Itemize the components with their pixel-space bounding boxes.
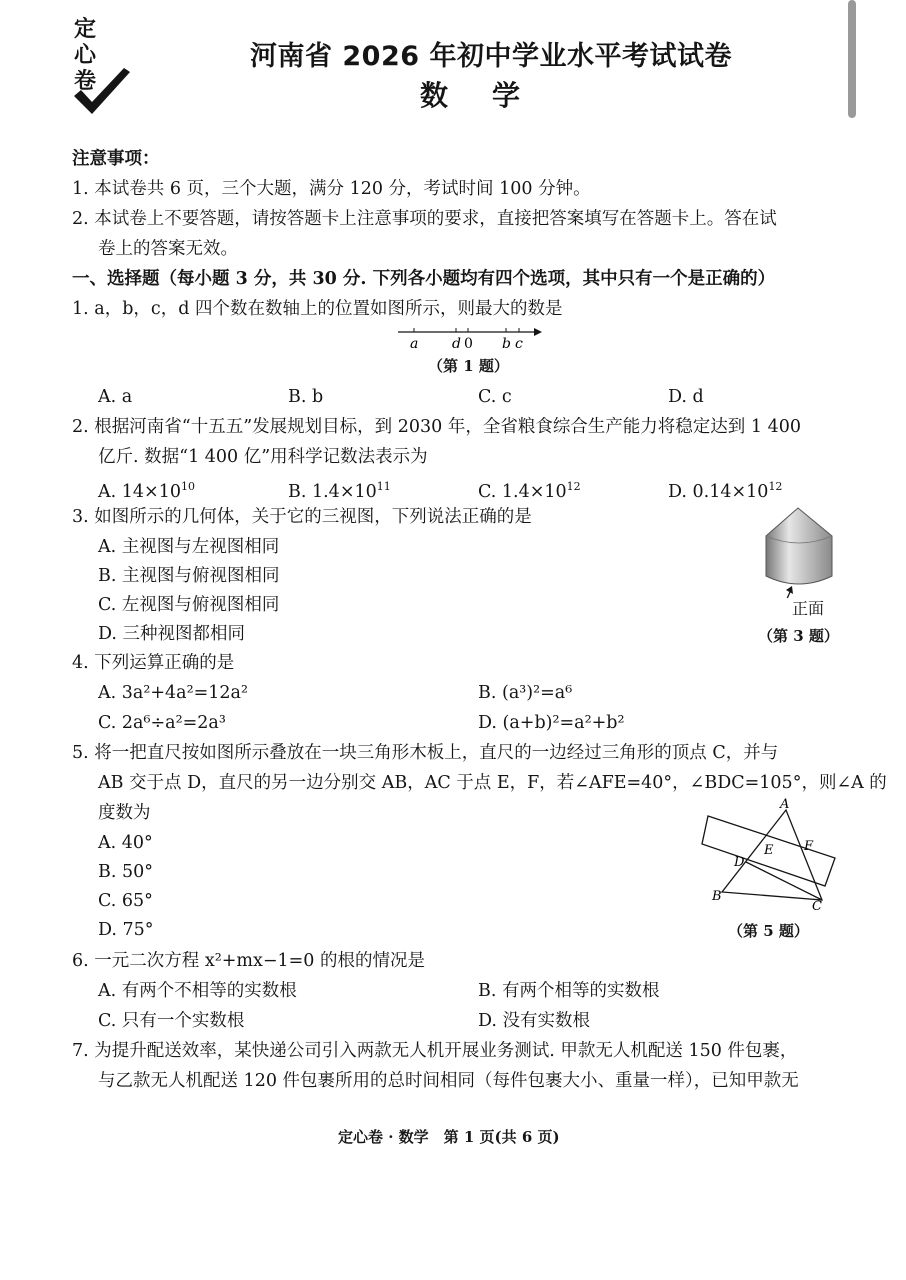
q5-caption: （第 5 题）	[728, 922, 809, 940]
stamp-char-2: 心	[74, 43, 97, 68]
q2-option-c-exp: 12	[566, 480, 581, 493]
q2-stem-line1: 2. 根据河南省“十五五”发展规划目标，到 2030 年，全省粮食综合生产能力将稳定达到 1 400	[72, 417, 801, 437]
scrollbar-thumb[interactable]	[848, 0, 856, 118]
q2-option-d-exp: 12	[768, 480, 783, 493]
q3-option-d: D. 三种视图都相同	[98, 624, 246, 644]
q7-line1: 7. 为提升配送效率，某快递公司引入两款无人机开展业务测试. 甲款无人机配送 150 件包裹，	[72, 1041, 798, 1061]
q2-stem-line2: 亿斤. 数据“1 400 亿”用科学记数法表示为	[98, 447, 428, 467]
q2-option-a-exp: 10	[180, 480, 195, 493]
q2-option-a	[98, 476, 195, 503]
q6-option-c: C. 只有一个实数根	[98, 1011, 245, 1031]
q5-option-c: C. 65°	[98, 891, 153, 911]
note-item-2-cont: 卷上的答案无效。	[98, 239, 238, 259]
q1-option-a: A. a	[98, 387, 133, 407]
point-label-a: A	[780, 797, 790, 812]
q2-option-d-base: D. 0.14×10	[668, 481, 769, 502]
note-item-2: 2. 本试卷上不要答题，请按答题卡上注意事项的要求，直接把答案填写在答题卡上。答在试	[72, 209, 777, 229]
q3-option-a: A. 主视图与左视图相同	[98, 537, 280, 557]
checkmark-icon	[68, 10, 138, 122]
q5-option-b: B. 50°	[98, 862, 154, 882]
q5-option-d: D. 75°	[98, 920, 154, 940]
q6-option-b: B. 有两个相等的实数根	[478, 981, 660, 1001]
q3-option-b: B. 主视图与俯视图相同	[98, 566, 280, 586]
page-footer: 定心卷 · 数学 第 1 页(共 6 页)	[338, 1128, 560, 1146]
q5-stem-line2: AB 交于点 D，直尺的另一边分别交 AB，AC 于点 E，F，若∠AFE=40°，∠BDC=105°，则∠A 的	[98, 773, 887, 793]
q1-option-d: D. d	[668, 387, 704, 407]
section1-heading: 一、选择题（每小题 3 分，共 30 分. 下列各小题均有四个选项，其中只有一个是正确的）	[72, 269, 776, 289]
q4-option-b: B. (a³)²=a⁶	[478, 683, 573, 703]
notes-heading: 注意事项：	[72, 149, 160, 169]
q1-stem: 1. a，b，c，d 四个数在数轴上的位置如图所示，则最大的数是	[72, 299, 563, 319]
note-item-1: 1. 本试卷共 6 页，三个大题，满分 120 分，考试时间 100 分钟。	[72, 179, 591, 199]
q1-number-line	[396, 320, 556, 356]
stamp-char-3: 卷	[74, 69, 97, 94]
point-label-c: C	[812, 899, 822, 914]
q3-option-c: C. 左视图与俯视图相同	[98, 595, 280, 615]
point-label-b: B	[712, 889, 722, 904]
axis-label-0: 0	[464, 336, 473, 352]
q5-option-a: A. 40°	[98, 833, 153, 853]
q4-option-a: A. 3a²+4a²=12a²	[98, 683, 248, 703]
q6-option-a: A. 有两个不相等的实数根	[98, 981, 297, 1001]
stamp-logo	[68, 10, 138, 122]
q1-option-b: B. b	[288, 387, 324, 407]
q2-option-b	[288, 476, 391, 503]
point-label-e: E	[764, 843, 774, 858]
exam-subject: 数学	[420, 79, 565, 112]
stamp-char-1: 定	[74, 17, 97, 42]
q5-stem-line3: 度数为	[98, 803, 151, 823]
axis-label-d: d	[452, 336, 461, 352]
exam-title: 河南省 2026 年初中学业水平考试试卷	[250, 41, 732, 72]
axis-label-a: a	[410, 336, 419, 352]
q4-option-c: C. 2a⁶÷a²=2a³	[98, 713, 226, 733]
q4-stem: 4. 下列运算正确的是	[72, 653, 235, 673]
q6-stem: 6. 一元二次方程 x²+mx−1=0 的根的情况是	[72, 951, 425, 971]
q5-geometry-figure	[700, 796, 850, 916]
q6-option-d: D. 没有实数根	[478, 1011, 591, 1031]
q3-solid-figure	[756, 498, 846, 598]
point-label-f: F	[804, 839, 814, 854]
q2-option-c	[478, 476, 581, 503]
axis-label-b: b	[502, 336, 511, 352]
q1-caption: （第 1 题）	[428, 357, 509, 375]
q7-line2: 与乙款无人机配送 120 件包裹所用的总时间相同（每件包裹大小、重量一样），已知甲款无	[98, 1071, 799, 1091]
q3-stem: 3. 如图所示的几何体，关于它的三视图，下列说法正确的是	[72, 507, 532, 527]
q2-option-b-exp: 11	[376, 480, 391, 493]
q2-option-c-base: C. 1.4×10	[478, 481, 567, 502]
point-label-d: D	[734, 855, 745, 870]
q3-caption: （第 3 题）	[758, 627, 839, 645]
q4-option-d: D. (a+b)²=a²+b²	[478, 713, 625, 733]
q2-option-a-base: A. 14×10	[98, 481, 181, 502]
q5-stem-line1: 5. 将一把直尺按如图所示叠放在一块三角形木板上，直尺的一边经过三角形的顶点 C，并与	[72, 743, 779, 763]
q3-front-label: 正面	[792, 599, 825, 618]
axis-label-c: c	[515, 336, 523, 352]
q2-option-b-base: B. 1.4×10	[288, 481, 377, 502]
q1-option-c: C. c	[478, 387, 512, 407]
vertical-scrollbar[interactable]	[846, 0, 858, 120]
